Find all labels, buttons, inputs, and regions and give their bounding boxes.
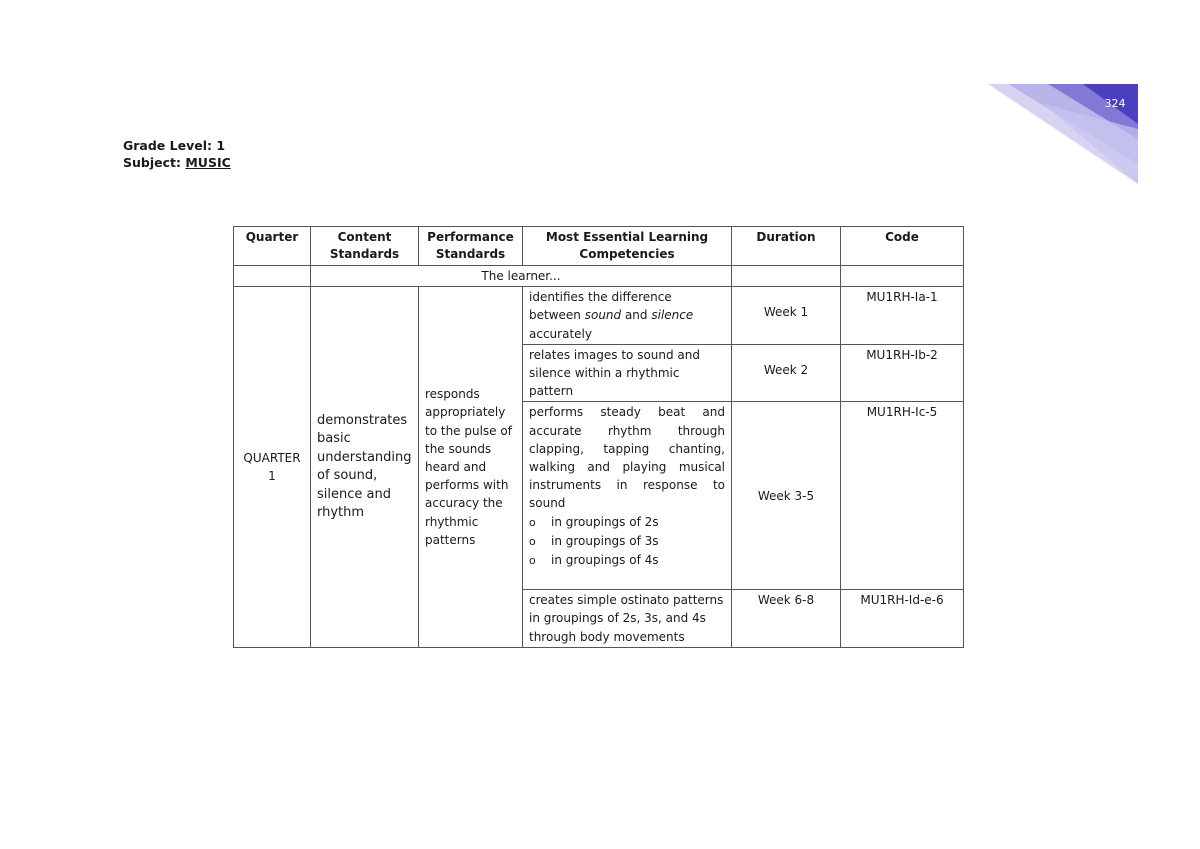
- table-row: [234, 287, 964, 345]
- curriculum-table: [233, 226, 964, 648]
- duration-cell: Week 1: [732, 287, 841, 345]
- duration-cell: Week 2: [732, 344, 841, 402]
- duration-cell: Week 6-8: [732, 590, 841, 648]
- code-cell: MU1RH-Id-e-6: [841, 590, 964, 648]
- learner-row: [234, 266, 964, 287]
- quarter-cell: QUARTER 1: [234, 287, 311, 648]
- competency-cell: creates simple ostinato patterns in groupings of 2s, 3s, and 4s through body movements: [523, 590, 732, 648]
- code-cell: MU1RH-Ic-5: [841, 402, 964, 590]
- competency-cell: [523, 402, 732, 590]
- performance-standard-cell: responds appropriately to the pulse of the sounds heard and performs with accuracy the rhythmic patterns: [419, 287, 523, 648]
- header-duration: Duration: [732, 227, 841, 266]
- code-cell: MU1RH-Ib-2: [841, 344, 964, 402]
- header-performance-standards: Performance Standards: [419, 227, 523, 266]
- subject-line: [123, 154, 231, 171]
- learner-cell: The learner...: [311, 266, 732, 287]
- content-standard-cell: demonstrates basic understanding of sound, silence and rhythm: [311, 287, 419, 648]
- list-item: o in groupings of 2s: [529, 513, 725, 532]
- header-content-standards: Content Standards: [311, 227, 419, 266]
- competency-cell: relates images to sound and silence within a rhythmic pattern: [523, 344, 732, 402]
- document-meta: [123, 137, 231, 171]
- competency-cell: identifies the difference between sound and silence accurately: [523, 287, 732, 345]
- grouping-list: [529, 513, 725, 571]
- competency-text: performs steady beat and accurate rhythm through clapping, tapping chanting, walking and playing musical instruments in response to sound: [529, 405, 725, 511]
- header-competencies: Most Essential Learning Competencies: [523, 227, 732, 266]
- header-code: Code: [841, 227, 964, 266]
- page-number: 324: [1104, 97, 1126, 110]
- header-row: [234, 227, 964, 266]
- list-item: o in groupings of 3s: [529, 532, 725, 551]
- list-item: o in groupings of 4s: [529, 551, 725, 570]
- subject-value: MUSIC: [185, 155, 231, 170]
- grade-level: Grade Level: 1: [123, 138, 226, 153]
- code-cell: MU1RH-Ia-1: [841, 287, 964, 345]
- header-quarter: Quarter: [234, 227, 311, 266]
- subject-label: Subject:: [123, 155, 186, 170]
- duration-cell: Week 3-5: [732, 402, 841, 590]
